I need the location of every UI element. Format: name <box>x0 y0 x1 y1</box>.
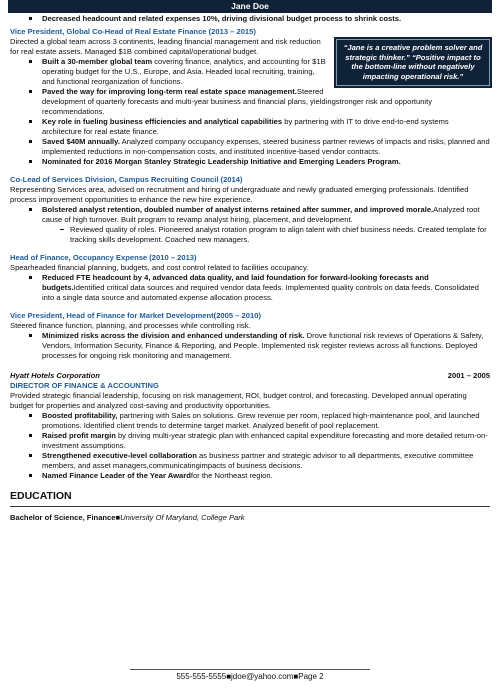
bullet-body: partnering with Sales on solutions. Grew revenue per room, replaced high-maintenance pool, and launched promotions. Identified client trends to determine target market. Analyzed benefit of pool replacement. <box>42 410 480 430</box>
bullet-lead: Bolstered analyst retention, doubled number of analyst interns retained after summer, and improved morale. <box>42 205 434 215</box>
bullet-lead: Minimized risks across the division and enhanced understanding of risk. <box>42 331 305 341</box>
education-heading: EDUCATION <box>10 490 490 507</box>
list-item <box>10 205 490 225</box>
section-title: Vice President, Global Co-Head of Real Estate Finance (2013 – 2015) <box>10 27 256 37</box>
section-title: Vice President, Head of Finance for Market Development(2005 – 2010) <box>10 311 261 321</box>
bullet-body: for the Northeast region. <box>190 470 273 480</box>
bullet-body: Analyzed root cause of high turnover. Built program to revamp analyst hiring, placement, and development. <box>42 205 480 225</box>
bullet-lead: Named Finance Leader of the Year Award <box>42 470 191 480</box>
education-entry <box>10 513 490 523</box>
bullet-lead: Strengthened executive-level collaboration <box>42 450 197 460</box>
bullet-body: Steered development of quarterly forecasts and multi-year business and financial plans, yieldingstronger risk and opportunity recommendations. <box>42 87 433 117</box>
name-header: Jane Doe <box>8 0 492 13</box>
list-item <box>10 331 490 361</box>
bullet-lead: Key role in fueling business efficiencies and analytical capabilities <box>42 117 283 127</box>
employer-name: Hyatt Hotels Corporation <box>10 370 100 380</box>
degree: Bachelor of Science, Finance <box>10 512 116 522</box>
page-footer <box>130 669 370 683</box>
bullet-body: by partnering with IT to drive end-to-end systems architecture for real estate finance. <box>42 117 449 137</box>
bullet-list <box>10 273 490 303</box>
bullet-lead: Nominated for 2016 Morgan Stanley Strategic Leadership Initiative and Emerging Leaders Program. <box>42 157 401 167</box>
bullet-lead: Built a 30-member global team <box>42 57 153 67</box>
separator: ■ <box>226 672 232 681</box>
sub-list-item: Reviewed quality of roles. Pioneered analyst rotation program to align talent with chief business needs. Created template for tracking skills development. Coached new managers. <box>10 225 490 245</box>
section-intro: Representing Services area, advised on recruitment and hiring of undergraduate and newly graduated emerging professionals. Identified process improvement opportunities to enhance the new hire experience. <box>10 185 469 205</box>
list-item <box>10 411 490 431</box>
section-intro: Steered finance function, planning, and processes while controlling risk. <box>10 321 251 331</box>
list-item <box>10 137 490 157</box>
bullet-lead: Paved the way for improving long-term real estate space management. <box>42 87 297 97</box>
job-title: DIRECTOR OF FINANCE & ACCOUNTING <box>10 380 159 390</box>
bullet-text: Decreased headcount and related expenses 10%, driving divisional budget process to shrink costs. <box>42 14 402 23</box>
bullet-lead: Saved $40M annually. <box>42 137 120 147</box>
email-link[interactable]: jdoe@yahoo.com <box>231 672 294 681</box>
bullet-body: Drove functional risk reviews of Operations & Safety, Vendors, Information Security, Finance & Reporting, and People. Implemented risk register reviews across all functions. Deployed processes for ongoing risk monitoring and management. <box>42 331 484 361</box>
bullet-body: Analyzed company occupancy expenses, steered business partner reviews of impacts and risks, planned and implemented reductions in non-compensation costs, and instituted incentive-based vendor contracts. <box>42 137 490 157</box>
employment-dates: 2001 – 2005 <box>447 370 490 380</box>
list-item <box>10 431 490 451</box>
resume-content <box>10 14 490 523</box>
separator: ■ <box>293 672 299 681</box>
section-intro: Directed a global team across 3 continents, leading financial management and risk reduction for real estate assets. Managed $1B combined capital/operational budget. <box>10 37 321 57</box>
top-bullet-list <box>10 14 490 24</box>
testimonial-quote-box: “Jane is a creative problem solver and strategic thinker.” “Positive impact to the bottom-line without negatively impacting operational risk.” <box>336 39 490 86</box>
separator: ■ <box>115 512 121 522</box>
bullet-lead: Boosted profitability, <box>42 410 118 420</box>
section-title: Head of Finance, Occupancy Expense (2010 – 2013) <box>10 253 197 263</box>
section-title: Co-Lead of Services Division, Campus Recruiting Council (2014) <box>10 175 243 185</box>
list-item <box>10 87 490 117</box>
bullet-body: Identified critical data sources and required vendor data feeds. Implemented quality controls on data feeds. Consolidated into a single data source and automated expense allocation process. <box>42 283 479 303</box>
bullet-body: as business partner and strategic advisor to all departments, executive committee members, and asset managers,communicatingimpacts of business decisions. <box>42 450 474 470</box>
list-item <box>10 57 490 87</box>
list-item <box>10 14 490 24</box>
bullet-lead: Raised profit margin <box>42 430 116 440</box>
bullet-list <box>10 205 490 245</box>
bullet-list <box>10 57 490 167</box>
bullet-body: by driving multi-year strategic plan with enhanced capital expenditure forecasting and more detailed return-on-investment assumptions. <box>42 430 488 450</box>
bullet-list <box>10 331 490 361</box>
list-item <box>10 451 490 471</box>
bullet-body: covering finance, analytics, and accounting for $1B operating budget for the U.S., Europe, and Asia. Headed local recruiting, training, and functional reorganization of functions. <box>42 57 326 87</box>
school: University Of Maryland, College Park <box>120 512 245 522</box>
page-number: Page 2 <box>298 672 324 681</box>
bullet-list <box>10 411 490 481</box>
bullet-lead: Reduced FTE headcount by 4, advanced data quality, and laid foundation for forward-looking forecasts and budgets. <box>42 273 429 293</box>
list-item <box>10 157 490 167</box>
list-item <box>10 117 490 137</box>
list-item <box>10 471 490 481</box>
list-item <box>10 273 490 303</box>
section-intro: Provided strategic financial leadership, focusing on risk management, ROI, budget control, and forecasting. Developed annual operating budget for properties and analyzed cost-saving and productivity opportunities. <box>10 390 467 410</box>
section-intro: Spearheaded financial planning, budgets, and cost control related to facilities occupancy. <box>10 263 309 273</box>
employer-line <box>10 371 490 381</box>
phone-number: 555-555-5555 <box>176 672 227 681</box>
